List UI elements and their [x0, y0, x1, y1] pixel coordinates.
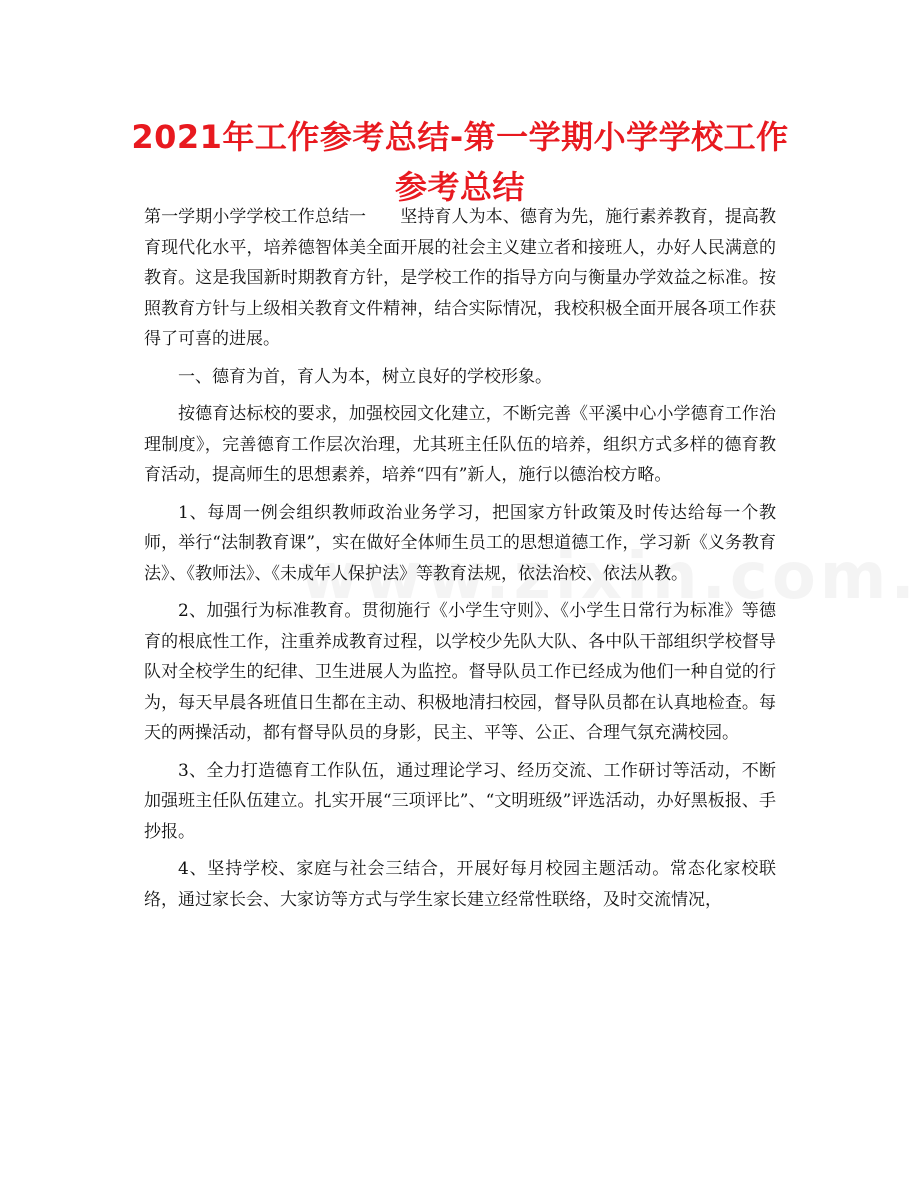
document-body — [144, 202, 776, 922]
paragraph-item-4: 4、坚持学校、家庭与社会三结合，开展好每月校园主题活动。常态化家校联络，通过家长会、大家访等方式与学生家长建立经常性联络，及时交流情况， — [144, 859, 776, 910]
paragraph-item-3: 3、全力打造德育工作队伍，通过理论学习、经历交流、工作研讨等活动，不断加强班主任队伍建立。扎实开展“三项评比”、“文明班级”评选活动，办好黑板报、手抄报。 — [144, 760, 776, 842]
paragraph-item-2: 2、加强行为标准教育。贯彻施行《小学生守则》、《小学生日常行为标准》等德育的根底性工作，注重养成教育过程，以学校少先队大队、各中队干部组织学校督导队对全校学生的纪律、卫生进展人为监控。督导队员工作已经成为他们一种自觉的行为，每天早晨各班值日生都在主动、积极地清扫校园，督导队员都在认真地检查。每天的两操活动，都有督导队员的身影，民主、平等、公正、合理气氛充满校园。 — [144, 601, 776, 743]
document-title: 2021年工作参考总结-第一学期小学学校工作参考总结 — [131, 118, 789, 206]
paragraph: 按德育达标校的要求，加强校园文化建立，不断完善《平溪中心小学德育工作治理制度》，完善德育工作层次治理，尤其班主任队伍的培养，组织方式多样的德育教育活动，提高师生的思想素养，培养“四有”新人，施行以德治校方略。 — [144, 404, 776, 485]
paragraph-intro: 第一学期小学学校工作总结一 坚持育人为本、德育为先，施行素养教育，提高教育现代化水平，培养德智体美全面开展的社会主义建立者和接班人，办好人民满意的教育。这是我国新时期教育方针，是学校工作的指导方向与衡量办学效益之标准。按照教育方针与上级相关教育文件精神，结合实际情况，我校积极全面开展各项工作获得了可喜的进展。 — [144, 207, 776, 349]
paragraph-section-heading: 一、德育为首，育人为本，树立良好的学校形象。 — [178, 366, 552, 387]
paragraph-item-1: 1、每周一例会组织教师政治业务学习，把国家方针政策及时传达给每一个教师，举行“法制教育课”，实在做好全体师生员工的思想道德工作，学习新《义务教育法》、《教师法》、《未成年人保护法》等教育法规，依法治校、依法从教。 — [144, 502, 776, 584]
